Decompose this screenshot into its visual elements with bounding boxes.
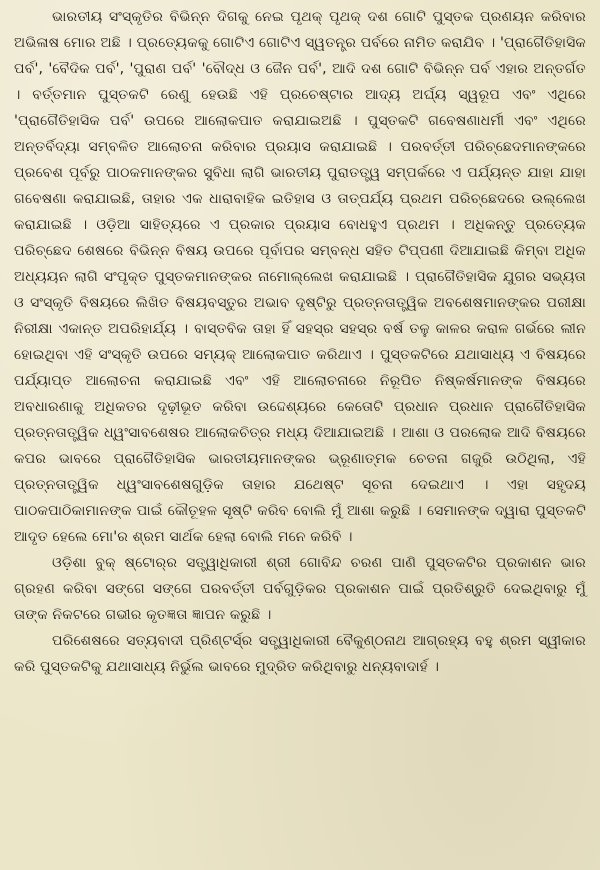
paragraph-acknowledgement-publisher: ଓଡ଼ିଶା ବୁକ୍ ଷ୍ଟୋର୍‌ର ସତ୍ତ୍ୱାଧିକାରୀ ଶ୍ରୀ ଗୋବିନ୍ଦ ଚରଣ ପାଣି ପୁସ୍ତକଟିର ପ୍ରକାଶନ ଭାର ଗ୍ରହଣ କରିବା ସଙ୍ଗେ ସଙ୍ଗେ ପରବର୍ତ୍ତୀ ପର୍ବଗୁଡ଼ିକର ପ୍ରକାଶନ ପାଇଁ ପ୍ରତିଶ୍ରୁତି ଦେଇଥିବାରୁ ମୁଁ ତାଙ୍କ ନିକଟରେ ଗଭୀର କୃତଜ୍ଞତା ଜ୍ଞାପନ କରୁଛି ।	[14, 555, 586, 623]
paragraph-intro: ଭାରତୀୟ ସଂସ୍କୃତିର ବିଭିନ୍ନ ଦିଗକୁ ନେଇ ପୃଥକ୍ ପୃଥକ୍ ଦଶ ଗୋଟି ପୁସ୍ତକ ପ୍ରଣୟନ କରିବାର ଅଭିଳାଷ ମୋର ଅଛି । ପ୍ରତ୍ୟେକକୁ ଗୋଟିଏ ଗୋଟିଏ ସ୍ୱତନ୍ତ୍ର ପର୍ବରେ ନାମିତ କରାଯିବ । 'ପ୍ରାଗୈତିହାସିକ ପର୍ବ', 'ବୈଦିକ ପର୍ବ', 'ପୁରାଣ ପର୍ବ' 'ବୌଦ୍ଧ ଓ ଜୈନ ପର୍ବ', ଆଦି ଦଶ ଗୋଟି ବିଭିନ୍ନ ପର୍ବ ଏହାର ଅନ୍ତର୍ଗତ । ବର୍ତ୍ତମାନ ପୁସ୍ତକଟି ରେଣୁ ହେଉଛି ଏହି ପ୍ରଚେଷ୍ଟାର ଆଦ୍ୟ ଅର୍ଘ୍ୟ ସ୍ୱରୂପ ଏବଂ ଏଥିରେ 'ପ୍ରାଗୈତିହାସିକ ପର୍ବ' ଉପରେ ଆଲୋକପାତ କରାଯାଇଅଛି । ପୁସ୍ତକଟି ଗବେଷଣାଧର୍ମୀ ଏବଂ ଏଥିରେ ଅନ୍ତର୍ବିଦ୍ୟା ସମ୍ବଳିତ ଆଲୋଚନା କରିବାର ପ୍ରୟାସ କରାଯାଇଛି । ପରବର୍ତ୍ତୀ ପରିଚ୍ଛେଦମାନଙ୍କରେ ପ୍ରବେଶ ପୂର୍ବରୁ ପାଠକମାନଙ୍କର ସୁବିଧା ଲାଗି ଭାରତୀୟ ପୁରାତତ୍ତ୍ୱ ସମ୍ପର୍କରେ ଏ ପର୍ଯ୍ୟନ୍ତ ଯାହା ଯାହା ଗବେଷଣା କରାଯାଇଛି, ତାହାର ଏକ ଧାରାବାହିକ ଇତିହାସ ଓ ତାତ୍ପର୍ଯ୍ୟ ପ୍ରଥମ ପରିଚ୍ଛେଦରେ ଉଲ୍ଲେଖ କରାଯାଇଛି । ଓଡ଼ିଆ ସାହିତ୍ୟରେ ଏ ପ୍ରକାର ପ୍ରୟାସ ବୋଧହୁଏ ପ୍ରଥମ । ଅଧିକନ୍ତୁ ପ୍ରତ୍ୟେକ ପରିଚ୍ଛେଦ ଶେଷରେ ବିଭିନ୍ନ ବିଷୟ ଉପରେ ପୂର୍ବାପର ସମ୍ବନ୍ଧ ସହିତ ଟିପ୍ପଣୀ ଦିଆଯାଇଛି କିମ୍ବା ଅଧିକ ଅଧ୍ୟୟନ ଲାଗି ସଂପୃକ୍ତ ପୁସ୍ତକମାନଙ୍କର ନାମୋଲ୍ଲେଖ କରାଯାଇଛି । ପ୍ରାଗୈତିହାସିକ ଯୁଗର ସଭ୍ୟତା ଓ ସଂସ୍କୃତି ବିଷୟରେ ଲିଖିତ ବିଷୟବସ୍ତୁର ଅଭାବ ଦୃଷ୍ଟିରୁ ପ୍ରତ୍ନତାତ୍ତ୍ୱିକ ଅବଶେଷମାନଙ୍କର ପରୀକ୍ଷା ନିରୀକ୍ଷା ଏକାନ୍ତ ଅପରିହାର୍ଯ୍ୟ । ବାସ୍ତବିକ ତାହା ହିଁ ସହସ୍ର ସହସ୍ର ବର୍ଷ ତଳୁ କାଳର କରାଳ ଗର୍ଭରେ ଲୀନ ହୋଇଥିବା ଏହି ସଂସ୍କୃତି ଉପରେ ସମ୍ୟକ୍ ଆଲୋକପାତ କରିଥାଏ । ପୁସ୍ତକଟିରେ ଯଥାସାଧ୍ୟ ଏ ବିଷୟରେ ପର୍ଯ୍ୟାପ୍ତ ଆଲୋଚନା କରାଯାଇଛି ଏବଂ ଏହି ଆଲୋଚନାରେ ନିରୂପିତ ନିଷ୍କର୍ଷମାନଙ୍କ ବିଷୟରେ ଅବଧାରଣାକୁ ଅଧିକତର ଦୃଢ଼ୀଭୂତ କରିବା ଉଦ୍ଦେଶ୍ୟରେ କେତୋଟି ପ୍ରଧାନ ପ୍ରଧାନ ପ୍ରାଗୈତିହାସିକ ପ୍ରତ୍ନତାତ୍ତ୍ୱିକ ଧ୍ୱଂସାବଶେଷର ଆଲୋକଚିତ୍ର ମଧ୍ୟ ଦିଆଯାଇଅଛି । ଆଶା ଓ ପରଲୋକ ଆଦି ବିଷୟରେ କପର ଭାବରେ ପ୍ରାଗୈତିହାସିକ ଭାରତୀୟମାନଙ୍କର ଭ୍ରୂଣାତ୍ମକ ଚେତନା ଗଜୁରି ଉଠିଥିଲା, ଏହି ପ୍ରତ୍ନତାତ୍ତ୍ୱିକ ଧ୍ୱଂସାବଶେଷଗୁଡ଼ିକ ତାହାର ଯଥେଷ୍ଟ ସୂଚନା ଦେଇଥାଏ । ଏହା ସହୃଦୟ ପାଠକପାଠିକାମାନଙ୍କ ପାଇଁ କୌତୂହଳ ସୃଷ୍ଟି କରିବ ବୋଲି ମୁଁ ଆଶା କରୁଛି । ସେମାନଙ୍କ ଦ୍ୱାରା ପୁସ୍ତକଟି ଆଦୃତ ହେଲେ ମୋ'ର ଶ୍ରମ ସାର୍ଥକ ହେଲା ବୋଲି ମନେ କରିବି ।	[14, 9, 586, 545]
paragraph-acknowledgement-printer: ପରିଶେଷରେ ସତ୍ୟବାଦୀ ପ୍ରିଣ୍ଟର୍ସ୍‌ର ସତ୍ତ୍ୱାଧିକାରୀ ବୈକୁଣ୍ଠନାଥ ଆଗ୍ରହ୍ୟ ବହୁ ଶ୍ରମ ସ୍ୱୀକାର କରି ପୁସ୍ତକଟିକୁ ଯଥାସାଧ୍ୟ ନିର୍ଭୁଲ ଭାବରେ ମୁଦ୍ରିତ କରିଥିବାରୁ ଧନ୍ୟବାଦାର୍ହ ।	[14, 633, 586, 675]
